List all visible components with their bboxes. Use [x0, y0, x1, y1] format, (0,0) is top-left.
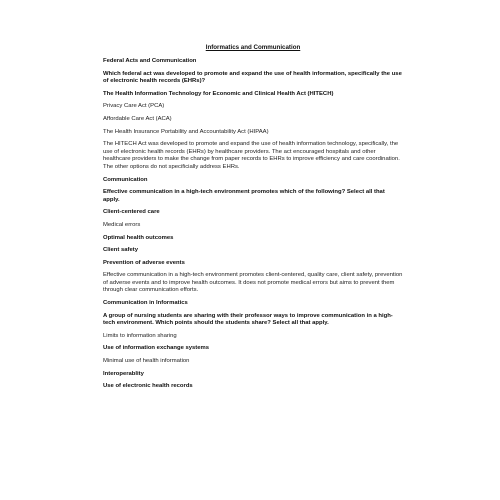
document-body — [103, 44, 403, 396]
section-heading: Communication in Informatics — [103, 300, 188, 307]
answer-option-correct: Client-centered care — [103, 209, 160, 216]
answer-option: Medical errors — [103, 221, 141, 228]
answer-option: Privacy Care Act (PCA) — [103, 103, 165, 110]
answer-option: Limits to information sharing — [103, 332, 177, 339]
section-heading: Communication — [103, 176, 148, 183]
answer-option-correct: Use of information exchange systems — [103, 345, 210, 352]
answer-option: Affordable Care Act (ACA) — [103, 115, 172, 122]
answer-option-correct: Prevention of adverse events — [103, 259, 185, 266]
answer-option-correct: Interoperablity — [103, 370, 144, 377]
answer-option-correct: Client safety — [103, 247, 139, 254]
document-title: Informatics and Communication — [205, 44, 301, 51]
explanation-text: Effective communication in a high-tech environment promotes client-centered, quality care, client safety, prevention of adverse events and to improve health outcomes. It does not promote medical errors but aims to prevent them through clear communication efforts. — [103, 272, 403, 294]
answer-option: The Health Insurance Portability and Accountability Act (HIPAA) — [103, 128, 269, 135]
explanation-text: The HITECH Act was developed to promote and expand the use of health information technology, specifically, the use of electronic health records (EHRs) by healthcare providers. The act encouraged hospitals and other healthcare providers to make the change from paper records to EHRs to improve efficiency and care coordination. The other options do not specificially address EHRs. — [103, 141, 400, 170]
answer-option-correct: The Health Information Technology for Economic and Clinical Health Act (HITECH) — [103, 90, 334, 97]
answer-option: Minimal use of health information — [103, 358, 190, 365]
question-text: A group of nursing students are sharing with their professor ways to improve communication in a high-tech environment. Which points should the students share? Select all that apply. — [103, 312, 393, 327]
answer-option-correct: Optimal health outcomes — [103, 234, 174, 241]
question-text: Effective communication in a high-tech environment promotes which of the following? Select all that apply. — [103, 189, 385, 203]
answer-option-correct: Use of electronic health records — [103, 383, 193, 390]
question-text: Which federal act was developed to promote and expand the use of health information, specifically the use of electronic health records (EHRs)? — [103, 70, 402, 85]
section-heading: Federal Acts and Communication — [103, 58, 197, 64]
